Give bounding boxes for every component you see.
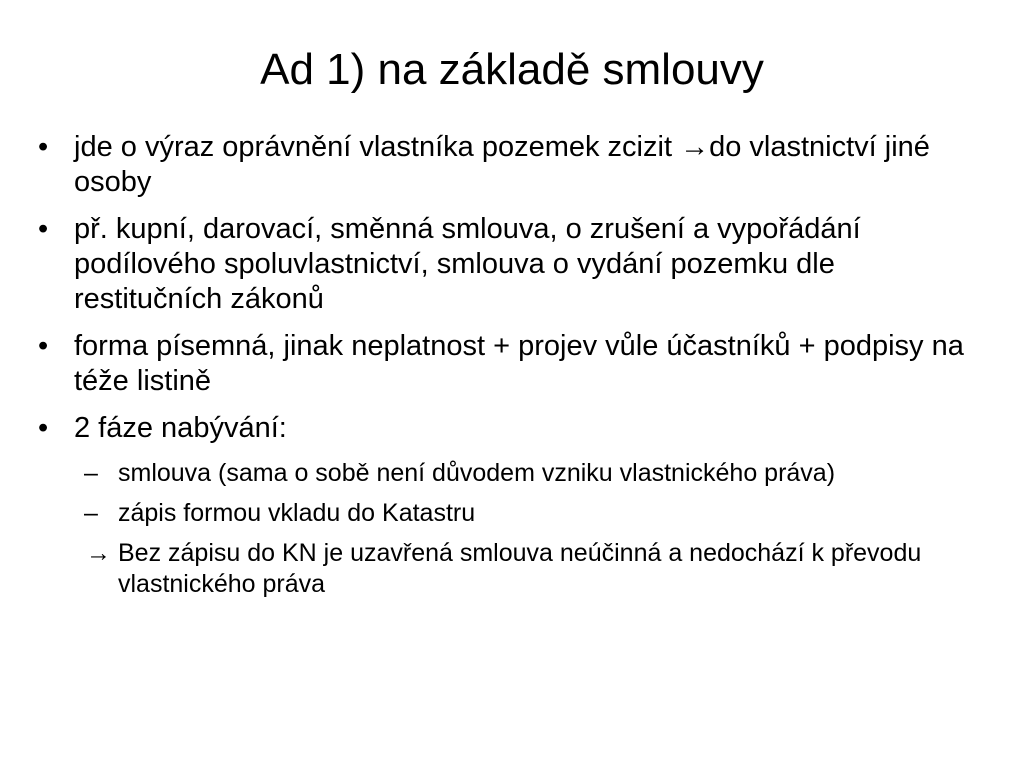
bullet-marker: • <box>38 330 49 362</box>
bullet-item-1 <box>32 130 982 200</box>
sub-bullet-text-1: smlouva (sama o sobě není důvodem vzniku vlastnického práva) <box>118 459 836 487</box>
bullet-item-3 <box>32 329 982 399</box>
note-text: Bez zápisu do KN je uzavřená smlouva neúčinná a nedochází k převodu vlastnického práva <box>118 539 922 598</box>
slide-title: Ad 1) na základě smlouvy <box>260 45 764 94</box>
dash-marker: – <box>84 499 98 527</box>
bullet-marker: • <box>38 131 49 163</box>
sub-bullet-item-2 <box>74 498 982 529</box>
bullet-marker: • <box>38 412 49 444</box>
sub-bullet-item-1 <box>74 458 982 489</box>
bullet-item-4 <box>32 411 982 446</box>
arrow-right-icon: → <box>680 131 710 163</box>
slide-content <box>32 130 982 609</box>
bullet-text-3: forma písemná, jinak neplatnost + projev vůle účastníků + podpisy na téže listině <box>74 330 964 397</box>
arrow-right-icon: → <box>86 539 111 567</box>
bullet-text-2: př. kupní, darovací, směnná smlouva, o zrušení a vypořádání podílového spoluvlastnictví, smlouva o vydání pozemku dle restitučních zákonů <box>74 213 861 315</box>
dash-marker: – <box>84 459 98 487</box>
sub-bullet-text-2: zápis formou vkladu do Katastru <box>118 499 476 527</box>
bullet-text-1b: do vlastnictví jiné osoby <box>74 131 930 198</box>
bullet-marker: • <box>38 213 49 245</box>
bullet-text-4: 2 fáze nabývání: <box>74 412 287 444</box>
note-item <box>74 538 982 600</box>
bullet-item-2 <box>32 212 982 317</box>
bullet-text-1a: jde o výraz oprávnění vlastníka pozemek zcizit <box>74 131 681 163</box>
